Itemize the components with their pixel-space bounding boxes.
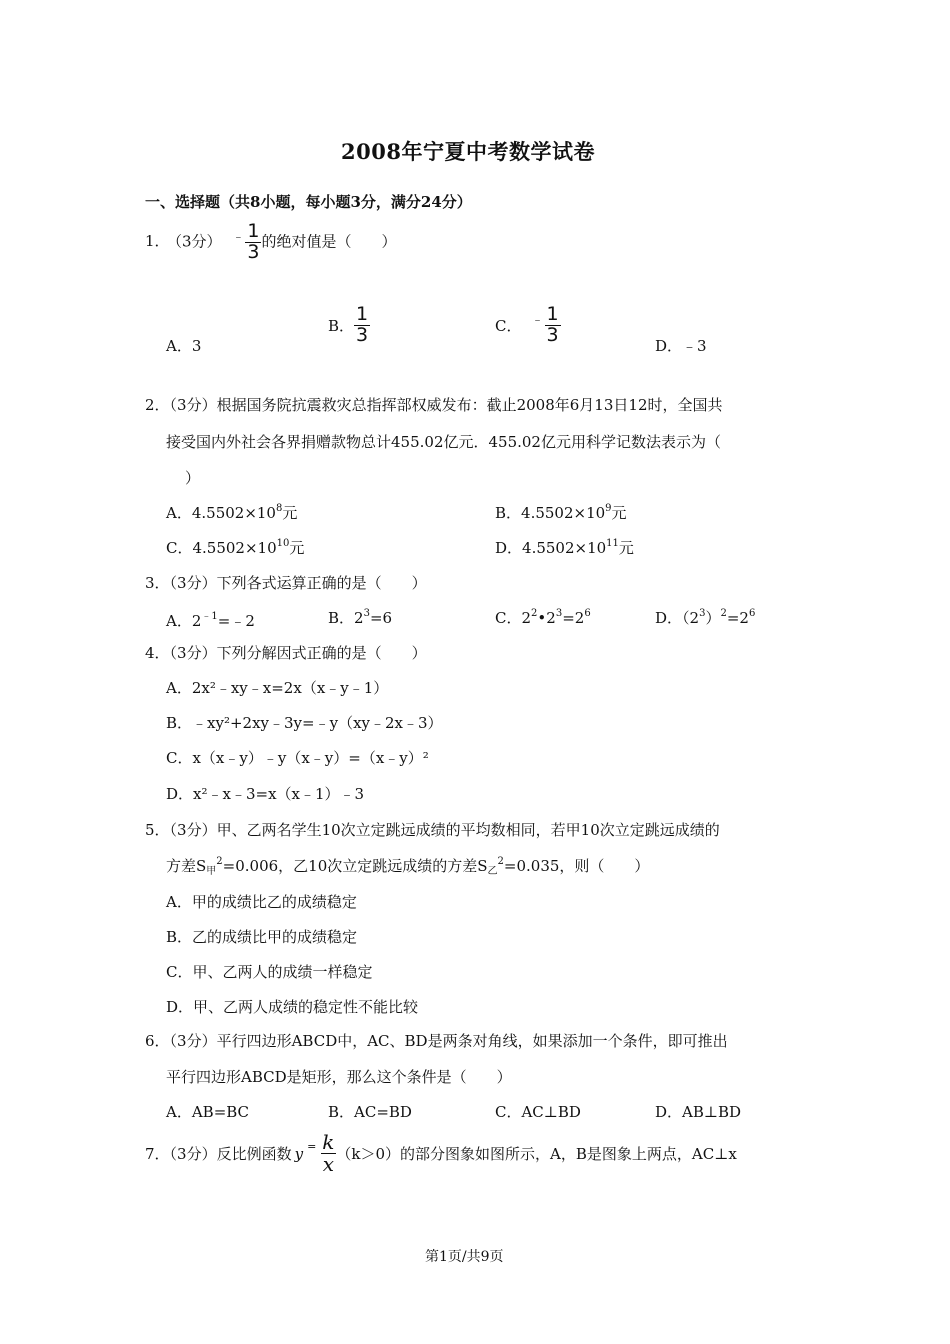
q4-stem: 4．（3分）下列分解因式正确的是（ ）: [145, 644, 427, 662]
q3-option-b: B．$2^3=6$: [328, 608, 393, 627]
fraction-k-over-x: $\frac{k}{x}$: [322, 1130, 335, 1176]
q5-option-c: C．甲、乙两人的成绩一样稳定: [166, 963, 373, 981]
q6-stem-line-2: 平行四边形ABCD是矩形，那么这个条件是（ ）: [166, 1068, 512, 1086]
q6-option-b: B．AC=BD: [328, 1103, 412, 1121]
page-title: 2008年宁夏中考数学试卷: [341, 139, 595, 164]
q5-stem-line-2: 方差$S_甲^2=0.006$，乙10次立定跳远成绩的方差$S_乙^2=0.035$，则（ ）: [166, 856, 650, 877]
q3-option-c: C．$2^2•2^3=2^6$: [495, 608, 591, 627]
q5-option-b: B．乙的成绩比甲的成绩稳定: [166, 928, 358, 946]
q1-option-d: D．﹣3: [655, 337, 707, 355]
fraction-one-third: $\frac{1}{3}$: [356, 303, 369, 346]
question-score: （3分）: [167, 232, 222, 251]
q3-stem: 3．（3分）下列各式运算正确的是（ ）: [145, 574, 427, 592]
q2-stem-line-2: 接受国内外社会各界捐赠款物总计455.02亿元．455.02亿元用科学记数法表示为（: [166, 433, 721, 451]
q6-stem-line-1: 6．（3分）平行四边形ABCD中，AC、BD是两条对角线，如果添加一个条件，即可推出: [145, 1032, 728, 1050]
q6-option-a: A．AB=BC: [166, 1103, 250, 1121]
question-number: 1．: [145, 232, 170, 251]
q2-option-a: A．$4.5502\times 10^8$元: [166, 503, 298, 522]
q2-option-b: B．$4.5502\times 10^9$元: [495, 503, 627, 522]
negative-sign: ﹣: [232, 229, 245, 244]
q3-option-d: D．$(2^3)^2=2^6$: [655, 608, 756, 627]
q4-option-b: B．﹣xy²+2xy﹣3y=﹣y（xy﹣2x﹣3）: [166, 714, 443, 732]
q6-option-d: D．AB⊥BD: [655, 1103, 742, 1121]
q2-option-d: D．$4.5502\times 10^{11}$元: [495, 538, 634, 557]
q5-option-a: A．甲的成绩比乙的成绩稳定: [166, 893, 357, 911]
q2-stem-line-1: 2．（3分）根据国务院抗震救灾总指挥部权威发布：截止2008年6月13日12时，全国共: [145, 396, 723, 414]
fraction-one-third: $\frac{1}{3}$: [546, 303, 559, 346]
q4-option-d: D．x²﹣x﹣3=x（x﹣1）﹣3: [166, 785, 365, 803]
q3-option-a: A．$2^{﹣1}=﹣2$: [166, 611, 255, 630]
q4-option-a: A．2x²﹣xy﹣x=2x（x﹣y﹣1）: [166, 679, 389, 697]
page-footer: 第1页/共9页: [425, 1249, 504, 1265]
q2-option-c: C．$4.5502\times 10^{10}$元: [166, 538, 305, 557]
q1-option-c: C． ﹣ $\frac{1}{3}$: [495, 303, 559, 346]
question-stem: 的绝对值是（ ）: [261, 232, 397, 251]
fraction-one-third: $\frac{1}{3}$: [247, 220, 260, 263]
q6-option-c: C．AC⊥BD: [495, 1103, 581, 1121]
q1-option-a: A．3: [166, 337, 202, 355]
q5-stem-line-1: 5．（3分）甲、乙两名学生10次立定跳远成绩的平均数相同，若甲10次立定跳远成绩的: [145, 821, 720, 839]
q2-stem-line-3: ）: [185, 469, 201, 487]
q4-option-c: C．x（x﹣y）﹣y（x﹣y）=（x﹣y）²: [166, 749, 429, 767]
q1-option-b: B． $\frac{1}{3}$: [328, 303, 369, 346]
question-7: 7．（3分）反比例函数 y = $\frac{k}{x}$ （k＞0）的部分图象如图所示，A，B是图象上两点，AC⊥x: [145, 1130, 737, 1176]
question-1: [145, 222, 396, 263]
section-heading: 一、选择题（共8小题，每小题3分，满分24分）: [145, 193, 472, 211]
q5-option-d: D．甲、乙两人成绩的稳定性不能比较: [166, 998, 419, 1016]
